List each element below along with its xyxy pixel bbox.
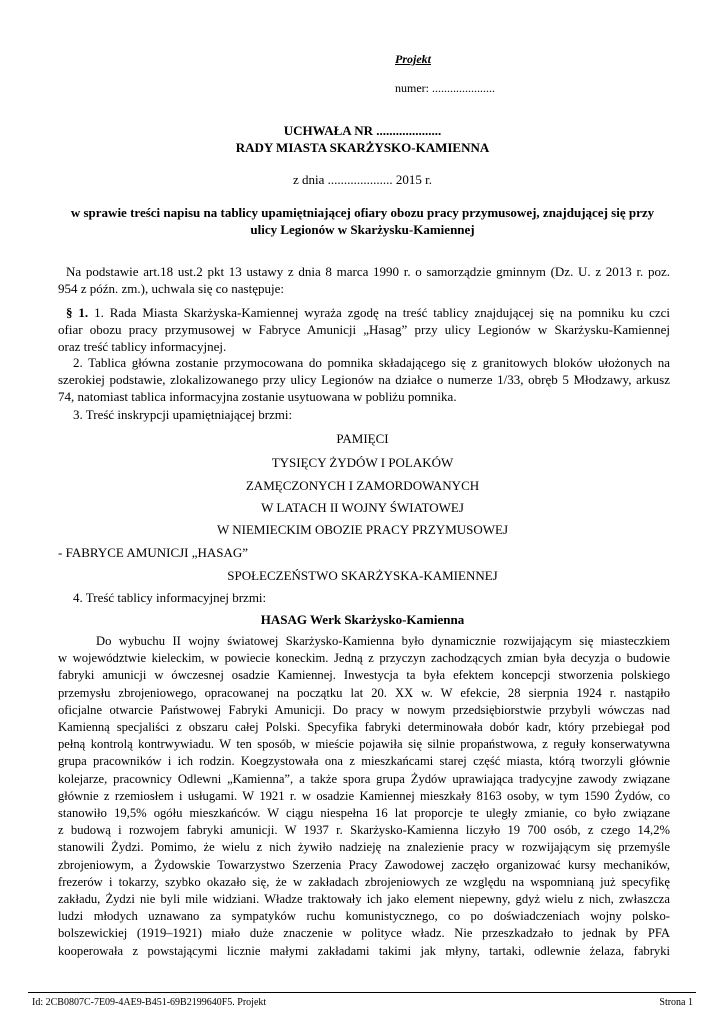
text-line: kolejarze, pracownicy Odlewni „Kamienna”, a także spora grupa Żydów uprawiająca tradycyjne zawody związane	[58, 771, 670, 786]
footer-page-number: Strona 1	[659, 997, 693, 1008]
inscription-line-1: PAMIĘCI	[336, 431, 389, 446]
text-line: z budową i rozwojem fabryki amunicji. W 1937 r. Skarżysko-Kamienna liczyło 19 700 osób, z czego 14,2%	[58, 823, 670, 838]
point-2-line-2: szerokiej podstawie, zlokalizowanego przy ulicy Legionów na działce o numerze 1/33, obręb 5 Młodzawy, arkusz	[58, 372, 670, 387]
council-name: RADY MIASTA SKARŻYSKO-KAMIENNA	[235, 140, 490, 155]
point-4: 4. Treść tablicy informacyjnej brzmi:	[73, 590, 267, 605]
point-2-line-3: 74, natomiast tablica informacyjna zostanie usytuowana w pobliżu pomnika.	[58, 389, 457, 404]
text-line: pełną kontrolą kontrwywiadu. W ten sposób, w mieście pojawiła się silnie propaństwowa, z reguły konserwatywna	[58, 737, 670, 752]
document-number: numer: .....................	[395, 81, 495, 95]
point-3: 3. Treść inskrypcji upamiętniającej brzmi:	[73, 407, 293, 422]
resolution-date: z dnia .................... 2015 r.	[292, 172, 432, 187]
info-board-text	[58, 633, 670, 960]
inscription-line-7: SPOŁECZEŃSTWO SKARŻYSKA-KAMIENNEJ	[227, 568, 498, 583]
inscription-line-4: W LATACH II WOJNY ŚWIATOWEJ	[261, 500, 464, 515]
text-line: w województwie kieleckim, w powiecie koneckim. Jedną z przyczyn zachodzących zmian była decyzja o budowie	[58, 651, 670, 666]
text-line: frezerów i tokarzy, szybko okazało się, że w zakładach zbrojeniowych ze względu na wspomnianą już specyfikę	[58, 874, 670, 889]
intro-line-1: Na podstawie art.18 ust.2 pkt 13 ustawy z dnia 8 marca 1990 r. o samorządzie gminnym (Dz. U. z 2013 r. poz.	[66, 264, 670, 279]
text-line: ludzi młodych uznawano za sympatyków ruchu komunistycznego, co po doświadczeniach wojny polsko-	[58, 909, 670, 924]
subject-line-2: ulicy Legionów w Skarżysku-Kamiennej	[250, 222, 475, 237]
text-line: zbrojeniowym, a Żydowskie Towarzystwo Szerzenia Pracy Zawodowej zaczęło organizować kursy mechaników,	[58, 857, 670, 872]
inscription-line-3: ZAMĘCZONYCH I ZAMORDOWANYCH	[245, 478, 480, 493]
text-line: przemysłu zbrojeniowego, opracowanej na początku lat 20. XX w. W efekcie, 28 sierpnia 1924 r. nastąpiło	[58, 685, 670, 700]
text-line: głównie z rzemiosłem i usługami. W 1921 r. w osadzie Kamiennej mieszkały 8163 osoby, w tym 1590 Żydów, co	[58, 788, 670, 803]
footer-document-id: Id: 2CB0807C-7E09-4AE9-B451-69B2199640F5. Projekt	[32, 997, 267, 1008]
info-board-title: HASAG Werk Skarżysko-Kamienna	[260, 612, 465, 627]
text-line: fabryki amunicji w ówczesnej osadzie Kamiennej. Inwestycja ta była efektem koncepcji stworzenia polskiego	[58, 668, 670, 683]
section-1-line-2: ofiar obozu pracy przymusowej w Fabryce Amunicji „Hasag” przy ulicy Legionów w Skarżysku-Kamiennej	[58, 322, 670, 337]
inscription-line-2: TYSIĘCY ŻYDÓW I POLAKÓW	[271, 455, 454, 470]
text-line: oficjalne otwarcie Państwowej Fabryki Amunicji. Do pracy w nowym przedsiębiorstwie przybyli wówczas nad	[58, 702, 670, 717]
section-1-line-3: oraz treść tablicy informacyjnej.	[58, 339, 227, 354]
projekt-label: Projekt	[395, 52, 431, 66]
resolution-title: UCHWAŁA NR ....................	[283, 123, 442, 138]
point-2-line-1: 2. Tablica główna zostanie przymocowana do pomnika składającego się z granitowych bloków ułożonych na	[73, 355, 670, 370]
inscription-line-6: - FABRYCE AMUNICJI „HASAG”	[58, 545, 249, 560]
section-1-text: 1. Rada Miasta Skarżyska-Kamiennej wyraża zgodę na treść tablicy znajdującej się na pomniku ku czci	[94, 305, 671, 320]
section-1-line-1	[66, 305, 670, 321]
intro-line-2: 954 z późn. zm.), uchwala się co następuje:	[58, 281, 284, 296]
text-line: stanowiło 19,5% ogółu mieszkańców. W ciągu niespełna 16 lat proporcje te uległy zmianie, co było związane	[58, 806, 670, 821]
section-1-marker: § 1.	[66, 305, 89, 320]
text-line: stanowili Żydzi. Pomimo, że wielu z nich żywiło nadzieję na znalezienie pracy w rozwijającym się przemyśle	[58, 840, 670, 855]
text-line: Kamienną specjaliści z obszaru całej Polski. Specyfika fabryki determinowała dobór kadr, który przebiegał pod	[58, 720, 670, 735]
text-line: grupa pracowników i ich rodzin. Koegzystowała ona z mieszkańcami starej część miasta, którą tworzyli głównie	[58, 754, 670, 769]
footer-divider	[28, 992, 696, 993]
text-line: bolszewickiej (1919–1921) miało duże znaczenie w polityce władz. Nie przeszkadzało to jednak by PFA	[58, 926, 670, 941]
text-line: zakładu, Żydzi nie byli mile widziani. Władze traktowały ich jako element niepewny, gdyż wielu z nich, zwłaszcza	[58, 892, 670, 907]
inscription-line-5: W NIEMIECKIM OBOZIE PRACY PRZYMUSOWEJ	[216, 522, 509, 537]
subject-line-1: w sprawie treści napisu na tablicy upamiętniającej ofiary obozu pracy przymusowej, znajdującej się przy	[70, 205, 655, 220]
text-line: Do wybuchu II wojny światowej Skarżysko-Kamienna było dynamicznie rozwijającym się miasteczkiem	[96, 634, 670, 648]
text-line: kooperowała z powstającymi licznie małymi zakładami takimi jak młyny, tartaki, odlewnie żelaza, fabryki	[58, 943, 670, 958]
